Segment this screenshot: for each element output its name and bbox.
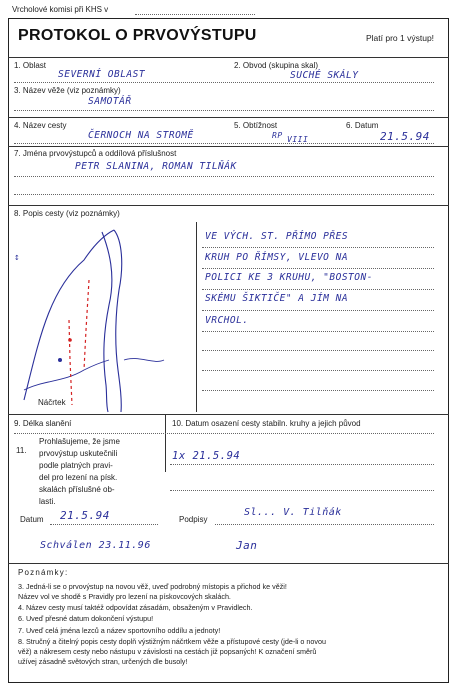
prohlaseni-number: 11.: [16, 446, 27, 455]
podpisy-value: Sl... V. Tilňák: [244, 507, 342, 518]
obtiznost-label: 5. Obtížnost: [234, 121, 278, 130]
divider: [202, 350, 434, 351]
page-title: PROTOKOL O PRVOVÝSTUPU: [18, 27, 257, 44]
sketch-divider: [196, 222, 197, 412]
divider: [170, 490, 434, 491]
sketch-route: [69, 320, 72, 405]
prohlaseni-line: Prohlašujeme, že jsme: [39, 437, 120, 446]
committee-line: [135, 14, 255, 15]
divider: [14, 194, 434, 195]
divider: [202, 268, 434, 269]
popis-line: SKÉMU ŠIKTIČE" A JÍM NA: [205, 293, 349, 304]
note-item: 6. Uveď přesné datum dokončení výstupu!: [18, 614, 154, 623]
prohlaseni-line: skalách příslušné ob-: [39, 485, 115, 494]
note-item: 4. Název cesty musí taktéž odpovídat zásadám, obsaženým v Pravidlech.: [18, 603, 253, 612]
divider: [202, 310, 434, 311]
popis-line: POLICI KE 3 KRUHU, "BOSTON-: [205, 272, 373, 283]
prohlaseni-line: podle platných pravi-: [39, 461, 113, 470]
divider: [8, 414, 449, 415]
sketch-rock-outline: [102, 232, 112, 412]
obvod-label: 2. Obvod (skupina skal): [234, 61, 319, 70]
divider: [202, 390, 434, 391]
divider: [8, 117, 449, 118]
popis-cesty-label: 8. Popis cesty (viz poznámky): [14, 209, 120, 218]
datum-podpis-label: Datum: [20, 515, 44, 524]
note-item: užívej zásadně světových stran, určených dle busoly!: [18, 657, 188, 666]
sketch-ledge: [124, 359, 164, 362]
prohlaseni-line: del pro lezení na písk.: [39, 473, 118, 482]
oblast-label: 1. Oblast: [14, 61, 47, 70]
notes-heading: Poznámky:: [18, 568, 69, 577]
sketch-rock-outline: [24, 230, 114, 400]
prohlaseni-line: lasti.: [39, 497, 56, 506]
podpisy-label: Podpisy: [179, 515, 208, 524]
approval-note: Schválen 23.11.96: [40, 540, 151, 551]
prvovystupci-value: PETR SLANINA, ROMAN TILŇÁK: [75, 161, 237, 172]
note-item: věž) a nákresem cesty nebo nástupu v závislosti na cestách již popsaných! K označení směrů: [18, 647, 317, 656]
prvovystupci-label: 7. Jména prvovýstupců a oddílová příslušnost: [14, 149, 177, 158]
divider: [14, 143, 434, 144]
divider: [14, 82, 434, 83]
datum-value: 21.5.94: [380, 130, 430, 143]
divider: [202, 331, 434, 332]
sketch-marker: [58, 358, 62, 362]
divider: [50, 524, 158, 525]
obvod-value: SUCHÉ SKÁLY: [290, 70, 359, 81]
divider: [14, 433, 434, 434]
sketch-marker: [68, 338, 72, 342]
divider: [8, 563, 449, 564]
divider: [170, 464, 434, 465]
note-item: Název vol ve shodě s Pravidly pro lezení na pískovcových skalách.: [18, 592, 231, 601]
nazev-veze-value: SAMOTÁŘ: [88, 96, 132, 107]
obtiznost-prefix: RP: [272, 131, 283, 140]
sketch-rock-outline: [114, 230, 122, 412]
popis-line: VRCHOL.: [205, 315, 249, 326]
divider: [8, 146, 449, 147]
divider: [8, 205, 449, 206]
datum-osazeni-value: 1x 21.5.94: [172, 450, 241, 462]
delka-slaneni-label: 9. Délka slanění: [14, 419, 72, 428]
approval-signature: Jan: [236, 539, 258, 552]
divider: [8, 57, 449, 58]
divider: [14, 176, 434, 177]
datum-podpis-value: 21.5.94: [60, 509, 110, 522]
obtiznost-value: VIII: [287, 135, 309, 144]
popis-line: VE VÝCH. ST. PŘÍMO PŘES: [205, 231, 349, 242]
nazev-veze-label: 3. Název věže (viz poznámky): [14, 86, 121, 95]
divider: [165, 414, 166, 472]
divider: [202, 289, 434, 290]
nazev-cesty-label: 4. Název cesty: [14, 121, 67, 130]
divider: [202, 370, 434, 371]
note-item: 3. Jedná-li se o prvovýstup na novou věž, uveď podrobný místopis a přichod ke věži!: [18, 582, 287, 591]
validity-note: Platí pro 1 výstup!: [366, 33, 435, 43]
datum-label: 6. Datum: [346, 121, 379, 130]
datum-osazeni-label: 10. Datum osazení cesty stabiln. kruhy a jejich původ: [172, 419, 361, 428]
route-sketch: [14, 220, 196, 415]
oblast-value: SEVERNÍ OBLAST: [58, 69, 146, 80]
divider: [14, 110, 434, 111]
sketch-ledge: [24, 360, 109, 390]
note-item: 7. Uveď celá jména lezců a název sportovního oddílu a jednoty!: [18, 626, 221, 635]
popis-line: KRUH PO ŘÍMSY, VLEVO NA: [205, 252, 349, 263]
divider: [215, 524, 434, 525]
note-item: 8. Stručný a čitelný popis cesty doplň výstižným náčrtkem věže a přístupové cesty (jde-li o novou: [18, 637, 327, 646]
sketch-route: [84, 280, 89, 370]
nazev-cesty-value: ČERNOCH NA STROMĚ: [88, 130, 194, 141]
sketch-label: Náčrtek: [38, 398, 66, 407]
committee-label: Vrcholové komisi při KHS v: [12, 5, 109, 14]
svg-text:↕: ↕: [14, 254, 20, 262]
prohlaseni-line: prvovýstup uskutečnili: [39, 449, 118, 458]
divider: [202, 247, 434, 248]
